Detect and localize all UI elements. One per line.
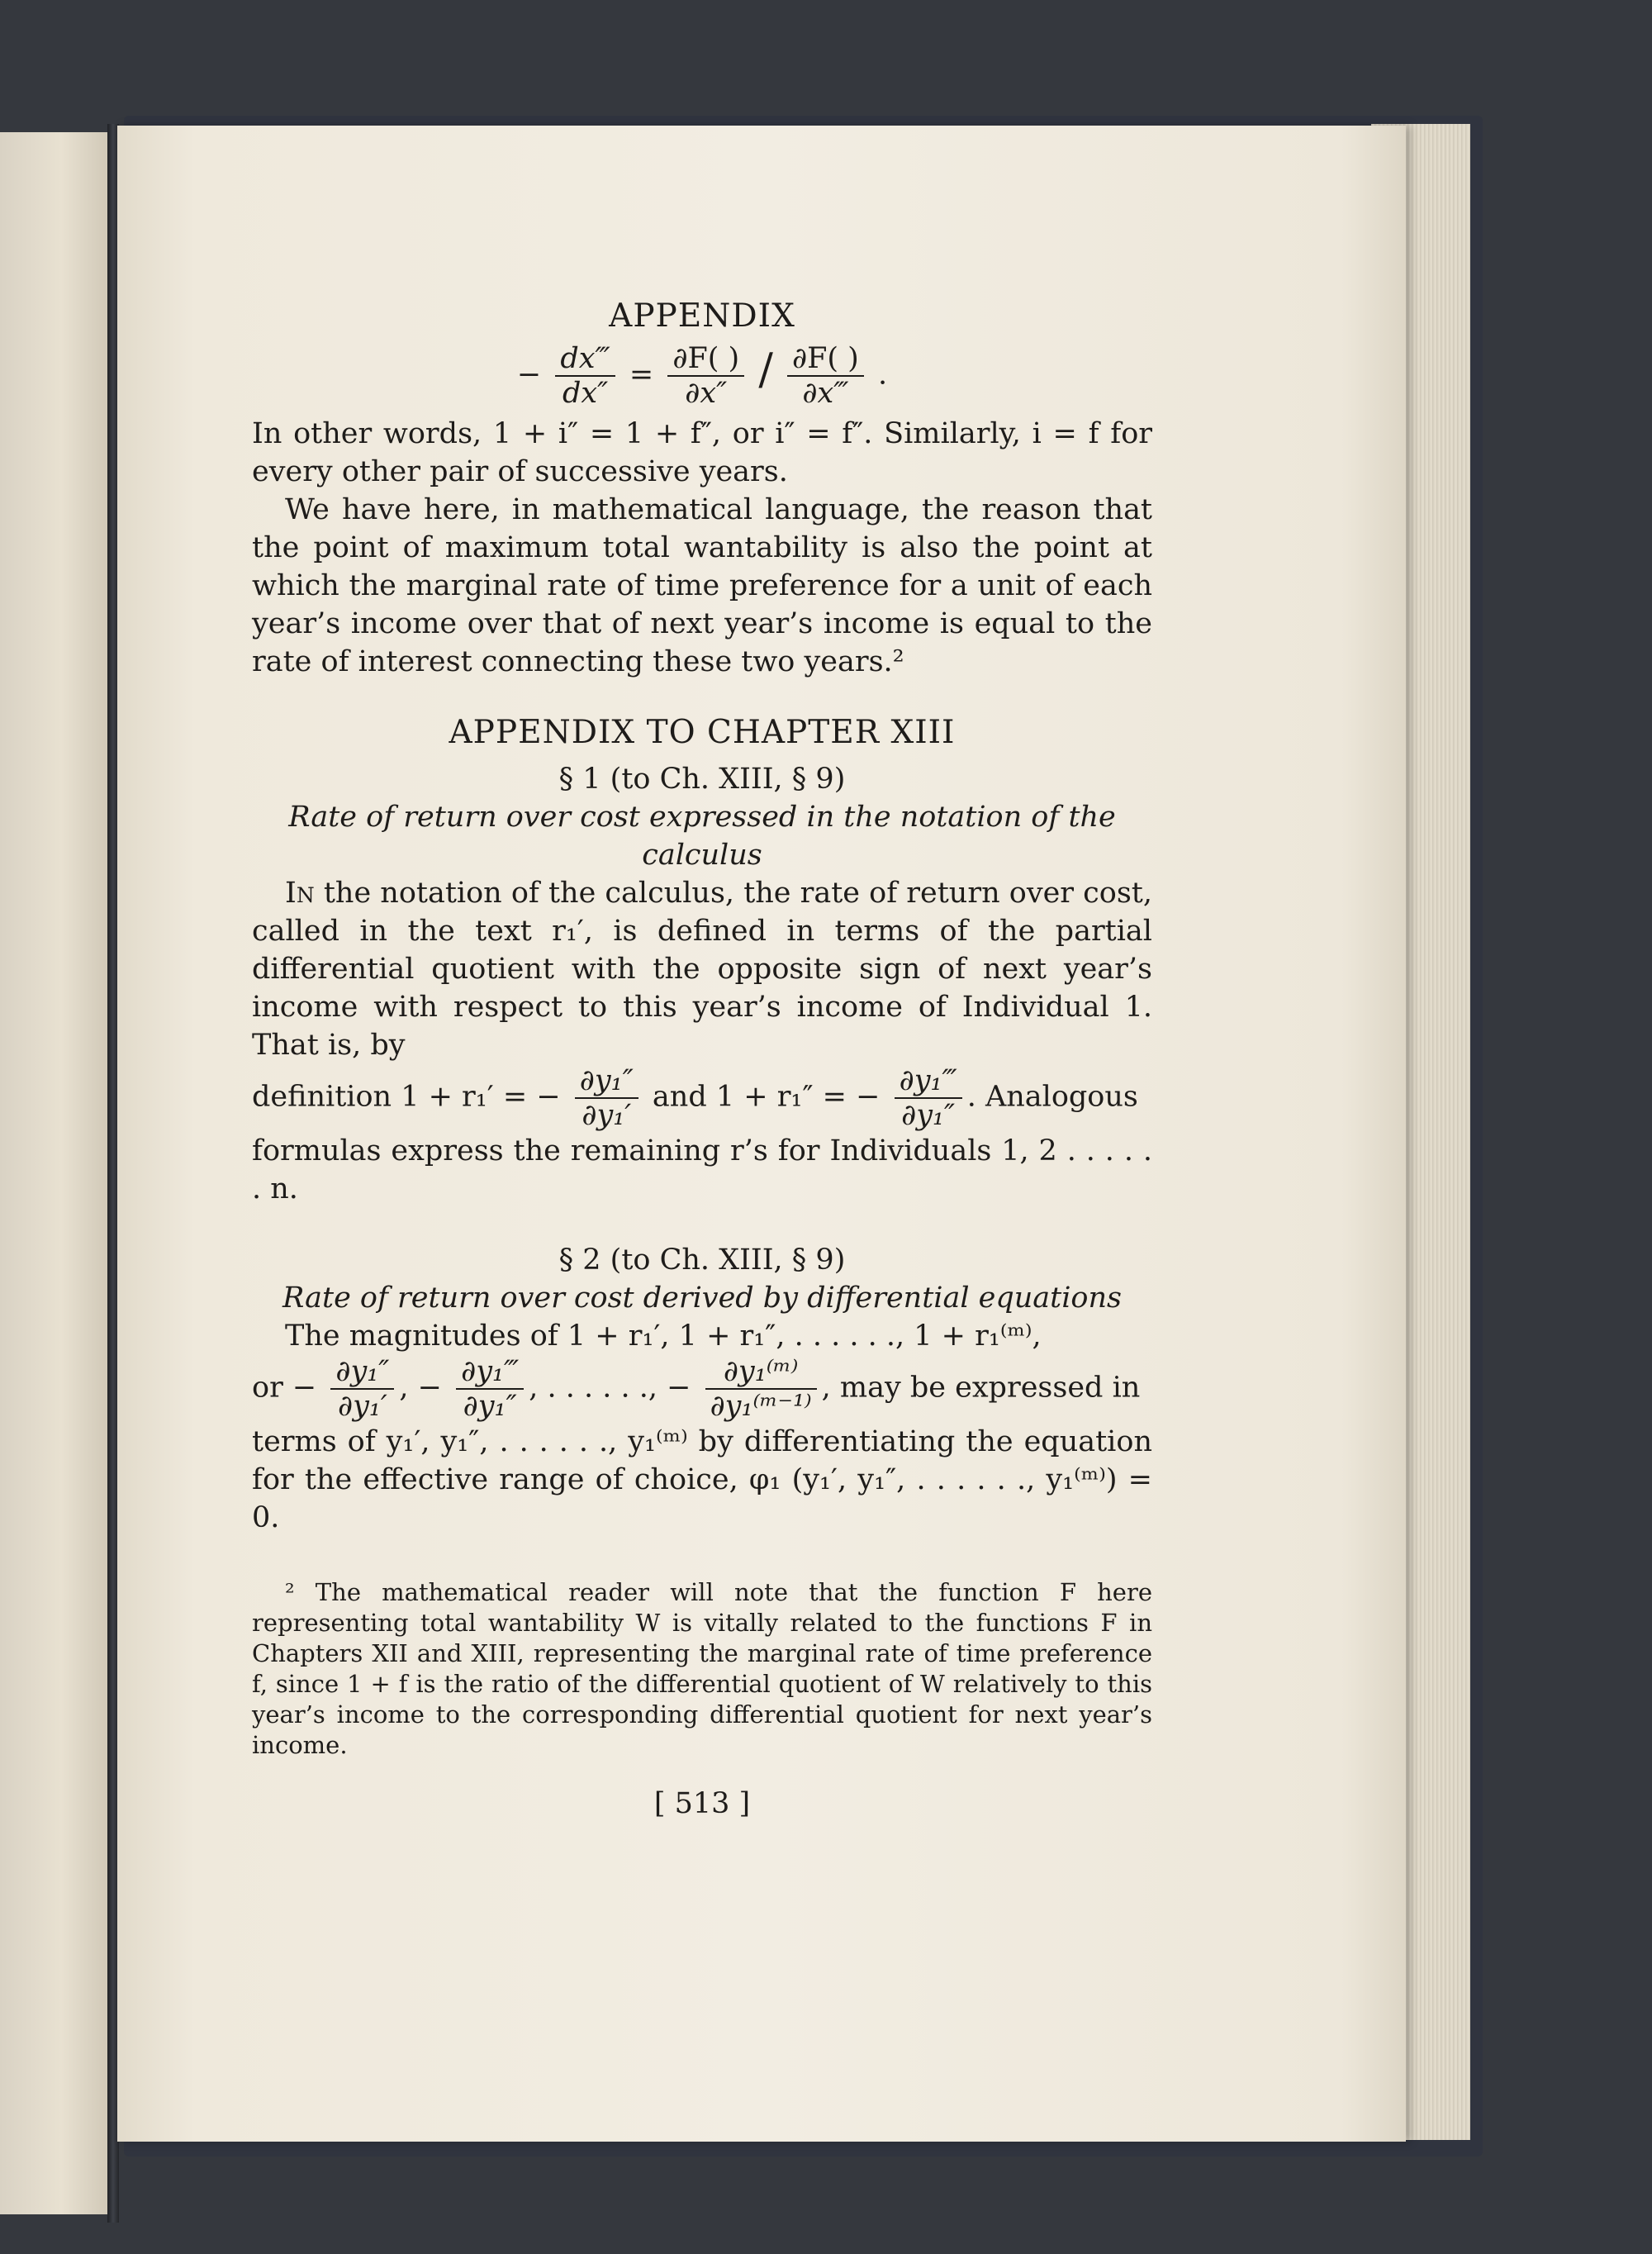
denominator: ∂y₁⁽ᵐ⁻¹⁾: [710, 1390, 812, 1423]
eq-slash: /: [758, 345, 773, 395]
fraction: [575, 1064, 638, 1132]
numerator: ∂y₁‴: [456, 1355, 524, 1390]
or-separator: , −: [399, 1371, 442, 1405]
definition-prefix: definition 1 + r₁′ = −: [252, 1080, 561, 1114]
section-1-subtitle: Rate of return over cost expressed in the notation of the calculus: [288, 801, 1116, 872]
denominator: ∂y₁″: [463, 1390, 517, 1423]
fraction: [787, 342, 864, 410]
eq-equals: =: [629, 358, 654, 392]
section-2-heading: § 2 (to Ch. XIII, § 9): [558, 1244, 846, 1277]
numerator: ∂y₁″: [575, 1064, 638, 1099]
numerator: dx‴: [555, 342, 615, 377]
page-number: [ 513 ]: [653, 1787, 751, 1820]
denominator: dx″: [562, 377, 609, 410]
or-suffix: , may be expressed in: [821, 1371, 1141, 1405]
paragraph-4: formulas express the remaining r’s for Individuals 1, 2 . . . . . . n.: [252, 1134, 1152, 1205]
paragraph-1: In other words, 1 + i″ = 1 + f″, or i″ = f″. Similarly, i = f for every other pair of successive years.: [252, 417, 1152, 488]
paragraph-5-line-1: The magnitudes of 1 + r₁′, 1 + r₁″, . . . . . ., 1 + r₁⁽ᵐ⁾,: [285, 1320, 1042, 1353]
denominator: ∂y₁″: [901, 1099, 956, 1132]
or-separator: , . . . . . ., −: [529, 1371, 691, 1405]
appendix-heading: APPENDIX: [609, 297, 795, 335]
numerator: ∂F( ): [667, 342, 744, 377]
chapter-heading: APPENDIX TO CHAPTER XIII: [449, 714, 956, 751]
left-page-edge: [0, 132, 112, 2214]
paragraph-2: We have here, in mathematical language, the reason that the point of maximum total wantability is also the point at which the marginal rate of time preference for a unit of each year’s income over that of next year’s income is equal to the rate of interest connecting these two years.²: [252, 493, 1152, 678]
numerator: ∂F( ): [787, 342, 864, 377]
denominator: ∂y₁′: [337, 1390, 387, 1423]
or-line: [252, 1355, 1152, 1423]
definition-suffix: . Analogous: [966, 1080, 1138, 1114]
equation-1: [252, 342, 1152, 410]
fraction: [330, 1355, 394, 1423]
paragraph-3: [252, 874, 1152, 1064]
fraction: [895, 1064, 962, 1132]
smallcaps-lead: In: [285, 877, 315, 910]
definition-middle: and 1 + r₁″ = −: [652, 1080, 881, 1114]
numerator: ∂y₁⁽ᵐ⁾: [705, 1355, 817, 1390]
or-prefix: or −: [252, 1371, 317, 1405]
fraction: [555, 342, 615, 410]
footnote: ² The mathematical reader will note that the function F here representing total wantability W is vitally related to the functions F in Chapters XII and XIII, representing the marginal rate of time preference f, since 1 + f is the ratio of the differential quotient of W relatively to this year’s income to the corresponding differential quotient for next year’s income.: [252, 1578, 1152, 1759]
eq-minus: −: [516, 358, 542, 392]
numerator: ∂y₁‴: [895, 1064, 962, 1099]
fraction: [705, 1355, 817, 1423]
paragraph-3-text: the notation of the calculus, the rate of return over cost, called in the text r₁′, is defined in terms of the partial differential quotient with the opposite sign of next year’s income with respect to this year’s income of Individual 1. That is, by: [252, 877, 1152, 1062]
fraction: [667, 342, 744, 410]
numerator: ∂y₁″: [330, 1355, 394, 1390]
section-1-heading: § 1 (to Ch. XIII, § 9): [558, 763, 846, 796]
denominator: ∂x″: [685, 377, 728, 410]
section-2-subtitle: Rate of return over cost derived by differential equations: [282, 1282, 1123, 1315]
definition-line: [252, 1064, 1152, 1132]
eq-period: .: [877, 358, 888, 392]
fraction: [456, 1355, 524, 1423]
paragraph-5-rest: terms of y₁′, y₁″, . . . . . ., y₁⁽ᵐ⁾ by differentiating the equation for the effective range of choice, φ₁ (y₁′, y₁″, . . . . . ., y₁⁽ᵐ⁾) = 0.: [252, 1425, 1152, 1534]
denominator: ∂y₁′: [582, 1099, 632, 1132]
denominator: ∂x‴: [802, 377, 849, 410]
page-content: [252, 297, 1152, 1823]
